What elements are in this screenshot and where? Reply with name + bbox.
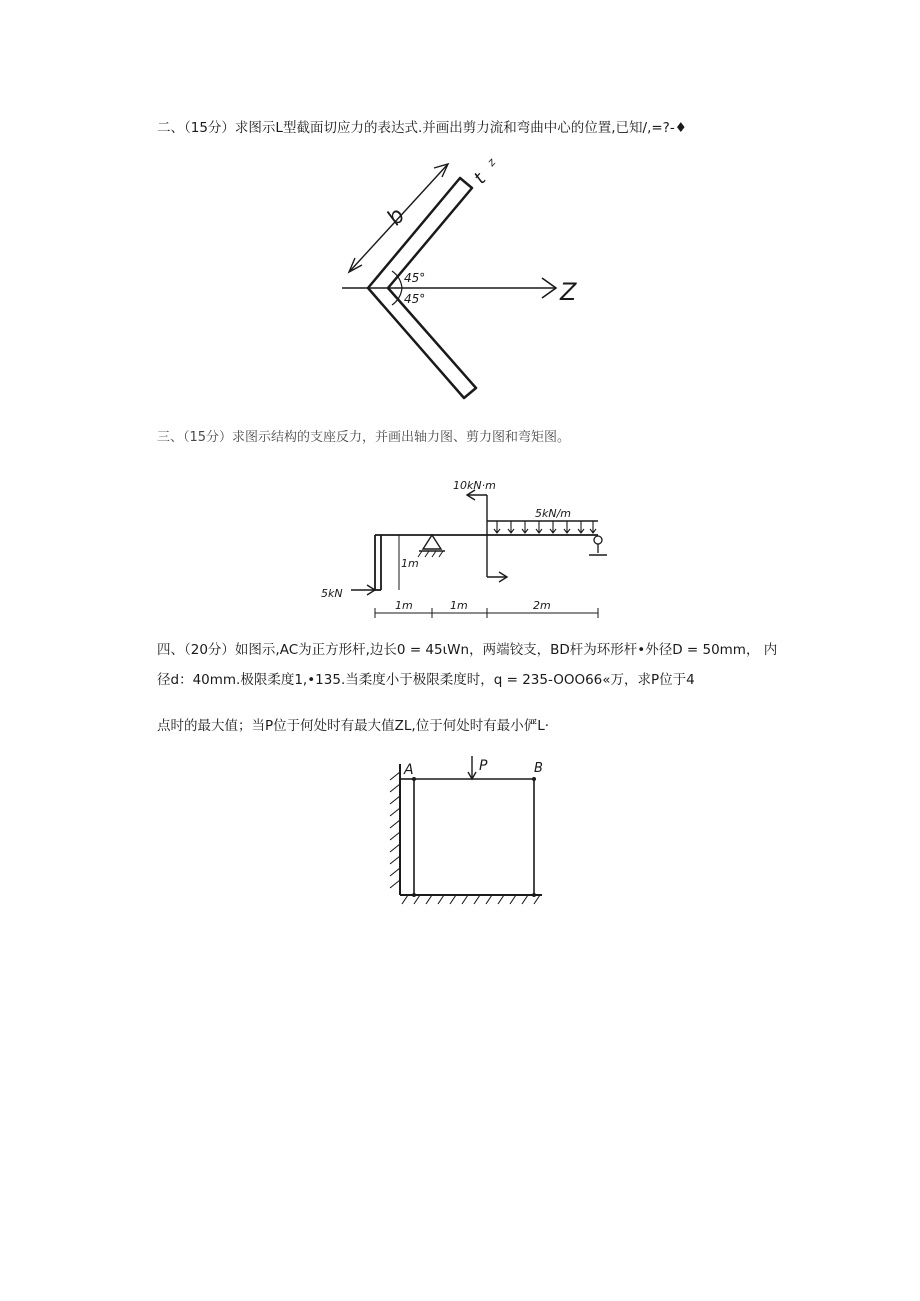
question-4-line-1: 四、（20分）如图示,AC为正方形杆,边长0 = 45ιWn，两端铰支，BD杆为环形杆•外径D = 50mm， 内 — [157, 642, 778, 658]
pin-support-icon — [423, 535, 441, 549]
joint-d — [532, 893, 536, 897]
dist-load-arrows — [494, 521, 596, 533]
question-4-line-2: 径d：40mm.极限柔度1,•135.当柔度小于极限柔度时，q = 235-OOO66«万，求P位于4 — [157, 672, 695, 688]
angle-top-label: 45° — [404, 271, 426, 285]
joint-c — [412, 893, 416, 897]
label-b: B — [534, 761, 543, 776]
label-p: P — [479, 758, 488, 774]
question-4-line-3: 点时的最大值；当P位于何处时有最大值ZL,位于何处时有最小俨L· — [157, 718, 550, 734]
left-wall-hatch — [390, 772, 400, 888]
force-5kn-label: 5kN — [321, 587, 343, 600]
label-a: A — [404, 762, 414, 778]
l-section-figure — [330, 150, 590, 405]
dimension-b-label: b — [382, 203, 411, 231]
question-3-text: 三、（15分）求图示结构的支座反力，并画出轴力图、剪力图和弯矩图。 — [157, 430, 571, 445]
moment-label: 10kN·m — [453, 479, 496, 492]
ground-hatch — [402, 895, 540, 904]
span-1-label: 1m — [395, 599, 413, 612]
height-1m-label: 1m — [401, 557, 419, 570]
dist-load-label: 5kN/m — [535, 507, 572, 520]
span-3-label: 2m — [533, 599, 551, 612]
roller-support-icon — [594, 536, 602, 544]
square-frame-figure — [380, 752, 550, 912]
z-axis-label: Z — [560, 278, 577, 306]
span-2-label: 1m — [450, 599, 468, 612]
angle-bottom-label: 45° — [404, 292, 426, 306]
thickness-t-subscript: z — [484, 155, 499, 169]
question-2-text: 二、（15分）求图示L型截面切应力的表达式.并画出剪力流和弯曲中心的位置,已知/,=?-♦ — [157, 120, 687, 136]
joint-b — [532, 777, 536, 781]
frame-structure-figure — [315, 475, 615, 625]
thickness-t-label: t — [469, 169, 491, 189]
